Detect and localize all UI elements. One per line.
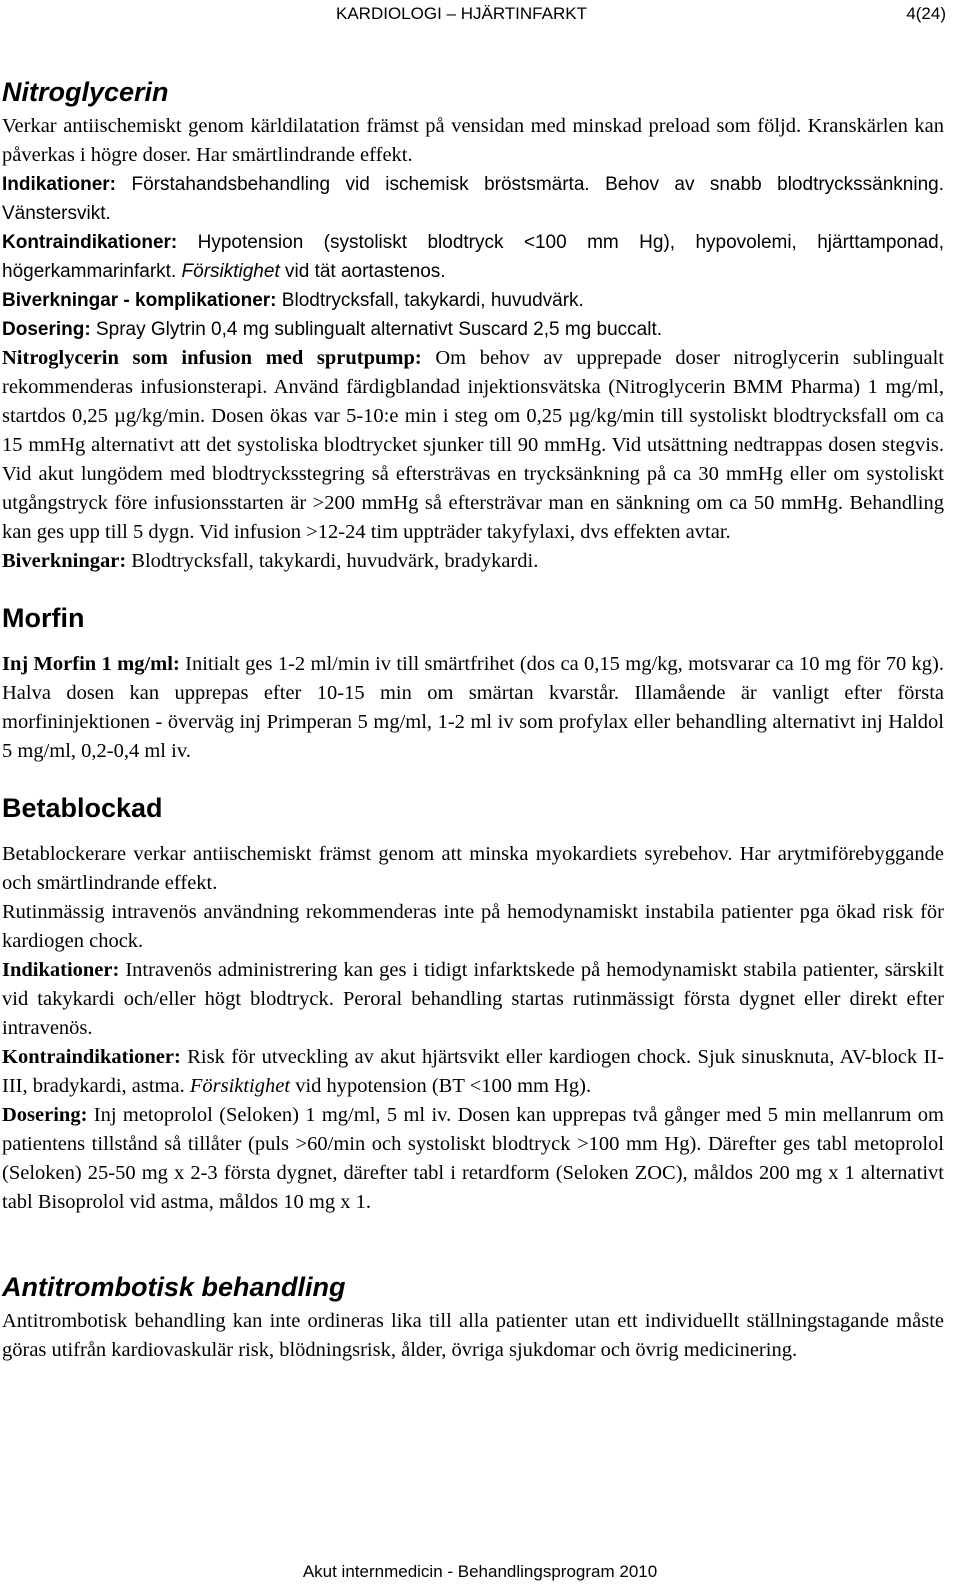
- paragraph-rutin: [2, 898, 944, 956]
- label-indikationer: Indikationer:: [2, 174, 117, 195]
- section-nitroglycerin: [2, 72, 944, 576]
- page-header: [0, 4, 960, 30]
- intro-text: Verkar antiischemiskt genom kärldilatation främst på vensidan med minskad preload som följd. Kranskärlen kan påverkas i högre doser. Har smärtlindrande effekt.: [2, 115, 944, 166]
- section-heading: Morfin: [2, 603, 85, 633]
- paragraph-antitrombotisk: [2, 1307, 944, 1365]
- paragraph-infusion: [2, 344, 944, 547]
- paragraph-kontraindikationer: [2, 228, 944, 286]
- label-infusion: Nitroglycerin som infusion med sprutpump:: [2, 347, 422, 369]
- page-number: 4(24): [906, 4, 946, 23]
- label-forsiktighet: Försiktighet: [189, 1075, 291, 1097]
- label-kontraindikationer: Kontraindikationer:: [2, 1046, 181, 1068]
- label-biverkningar: Biverkningar - komplikationer:: [2, 290, 277, 311]
- spacer: [2, 576, 944, 598]
- text-dosering: Inj metoprolol (Seloken) 1 mg/ml, 5 ml iv. Dosen kan upprepas två gånger med 5 min mellanrum om patientens tillstånd så tillåter (puls >60/min och systoliskt blodtryck >100 mm Hg). Därefter ges tabl metoprolol (Seloken) 25-50 mg x 2-3 första dygnet, därefter tabl i retardform (Seloken ZOC), måldos 200 mg x 1 alternativt tabl Bisoprolol vid astma, måldos 10 mg x 1.: [2, 1104, 944, 1213]
- rutin-text: Rutinmässig intravenös användning rekommenderas inte på hemodynamiskt instabila patienter pga ökad risk för kardiogen chock.: [2, 901, 944, 952]
- intro-text: Betablockerare verkar antiischemiskt främst genom att minska myokardiets syrebehov. Har arytmiförebyggande och smärtlindrande effekt.: [2, 843, 944, 894]
- document-content: [2, 72, 944, 1365]
- section-morfin: [2, 598, 944, 766]
- text-indikationer: Förstahandsbehandling vid ischemisk bröstsmärta. Behov av snabb blodtryckssänkning. Vänstersvikt.: [2, 174, 945, 224]
- footer-text: Akut internmedicin - Behandlingsprogram 2010: [302, 1562, 658, 1581]
- paragraph-indikationer: [2, 956, 944, 1043]
- text-biverkningar-2: Blodtrycksfall, takykardi, huvudvärk, bradykardi.: [131, 550, 539, 572]
- section-heading: Antitrombotisk behandling: [2, 1272, 346, 1302]
- spacer: [2, 638, 944, 650]
- spacer: [2, 1217, 944, 1267]
- text-biverkningar: Blodtrycksfall, takykardi, huvudvärk.: [281, 290, 584, 311]
- text-forsiktighet: vid hypotension (BT <100 mm Hg).: [295, 1075, 592, 1097]
- header-title: KARDIOLOGI – HJÄRTINFARKT: [336, 4, 587, 23]
- paragraph-intro: [2, 112, 944, 170]
- label-biverkningar-2: Biverkningar:: [2, 550, 127, 572]
- paragraph-intro: [2, 840, 944, 898]
- text-inj-morfin: Initialt ges 1-2 ml/min iv till smärtfrihet (dos ca 0,15 mg/kg, motsvarar ca 10 mg för 70 kg). Halva dosen kan upprepas efter 10-15 min om smärtan kvarstår. Illamående är vanligt efter första morfininjektionen - överväg inj Primperan 5 mg/ml, 1-2 ml iv som profylax eller behandling alternativt inj Haldol 5 mg/ml, 0,2-0,4 ml iv.: [2, 653, 945, 762]
- label-kontraindikationer: Kontraindikationer:: [2, 232, 178, 253]
- label-inj-morfin: Inj Morfin 1 mg/ml:: [2, 653, 180, 675]
- section-antitrombotisk: [2, 1267, 944, 1365]
- paragraph-indikationer: [2, 170, 944, 228]
- page-footer: [0, 1562, 960, 1582]
- paragraph-biverkningar: [2, 286, 944, 315]
- label-indikationer: Indikationer:: [2, 959, 120, 981]
- paragraph-inj-morfin: [2, 650, 944, 766]
- label-forsiktighet: Försiktighet: [181, 261, 280, 282]
- spacer: [2, 828, 944, 840]
- spacer: [2, 766, 944, 788]
- paragraph-kontraindikationer: [2, 1043, 944, 1101]
- antitrombotisk-text: Antitrombotisk behandling kan inte ordineras lika till alla patienter utan ett individuellt ställningstagande måste göras utifrån kardiovaskulär risk, blödningsrisk, ålder, övriga sjukdomar och övrig medicinering.: [2, 1310, 944, 1361]
- paragraph-dosering: [2, 315, 944, 344]
- section-heading: Nitroglycerin: [2, 77, 169, 107]
- text-infusion: Om behov av upprepade doser nitroglycerin sublingualt rekommenderas infusionsterapi. Använd färdigblandad injektionsvätska (Nitroglycerin BMM Pharma) 1 mg/ml, startdos 0,25 µg/kg/min. Dosen ökas var 5-10:e min i steg om 0,25 µg/kg/min till systoliskt blodtrycksfall om ca 15 mmHg alternativt att det systoliska blodtrycket sjunker till 90 mmHg. Vid utsättning nedtrappas dosen stegvis. Vid akut lungödem med blodtrycksstegring så eftersträvas en trycksänkning på ca 30 mmHg eller om systoliskt utgångstryck före infusionsstarten är >200 mmHg så eftersträvar man en sänkning om ca 50 mmHg. Behandling kan ges upp till 5 dygn. Vid infusion >12-24 tim uppträder takyfylaxi, dvs effekten avtar.: [2, 347, 944, 543]
- label-dosering: Dosering:: [2, 1104, 88, 1126]
- label-dosering: Dosering:: [2, 319, 91, 340]
- text-kontraindikationer: Risk för utveckling av akut hjärtsvikt eller kardiogen chock. Sjuk sinusknuta, AV-block II-III, bradykardi, astma.: [2, 1046, 945, 1097]
- text-indikationer: Intravenös administrering kan ges i tidigt infarktskede på hemodynamiskt stabila patienter, särskilt vid takykardi och/eller högt blodtryck. Peroral behandling startas rutinmässigt första dygnet eller direkt efter intravenös.: [2, 959, 944, 1039]
- section-betablockad: [2, 788, 944, 1217]
- section-heading: Betablockad: [2, 793, 163, 823]
- text-kontraindikationer: Hypotension (systoliskt blodtryck <100 mm Hg), hypovolemi, hjärttamponad, högerkammarinfarkt.: [2, 232, 944, 282]
- text-forsiktighet: vid tät aortastenos.: [285, 261, 446, 282]
- paragraph-dosering: [2, 1101, 944, 1217]
- paragraph-biverkningar-2: [2, 547, 944, 576]
- text-dosering: Spray Glytrin 0,4 mg sublingualt alternativt Suscard 2,5 mg buccalt.: [95, 319, 663, 340]
